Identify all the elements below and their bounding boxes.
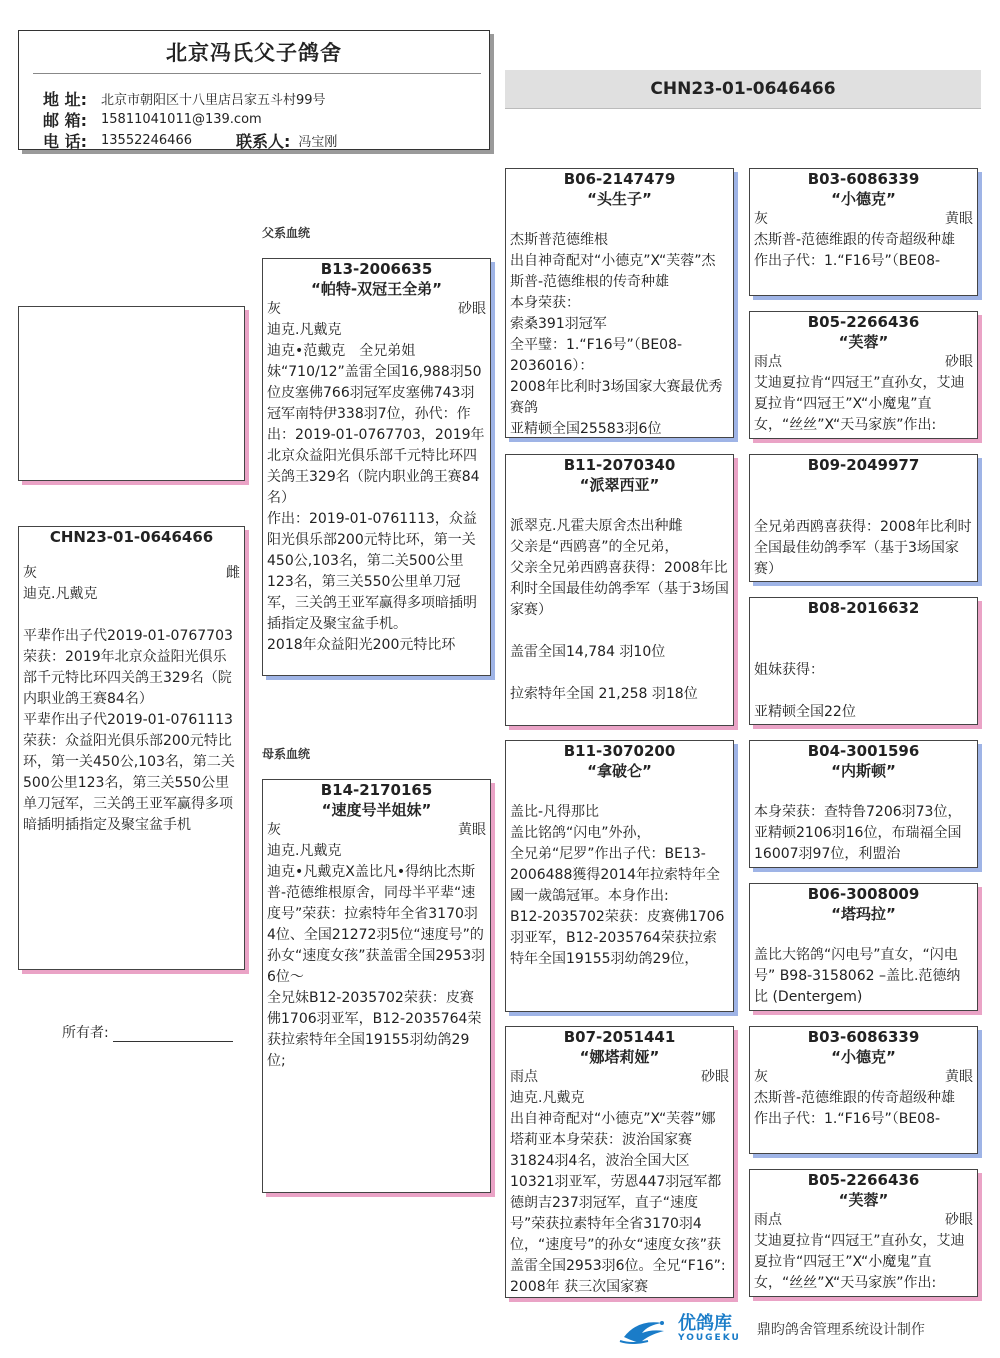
- ggp-sdd-card: [749, 597, 978, 725]
- dam-color: 灰: [267, 822, 281, 838]
- dam-notes: 迪克.凡戴克 迪克•凡戴克X盖比凡•得纳比杰斯普-范德维根原舍，同母半平辈“速度号”荣获：拉索特年全省3170羽4位、全国21272羽5位“速度号”的孙女“速度女孩”获盖雷全国2953羽6位～ 全兄妹B12-2035702荣获：皮赛佛1706羽亚军，B12-2035764荣获拉索特年全国19155羽幼鸽29位;: [267, 843, 486, 1069]
- dam-color-eye: [263, 820, 490, 841]
- phone-row: [43, 129, 337, 152]
- grandsire-maternal-card: [505, 740, 734, 1012]
- dds-color-eye: [750, 1067, 977, 1088]
- loft-header: [18, 30, 490, 150]
- address-row: [43, 87, 326, 110]
- dds-notes: 杰斯普-范德维跟的传奇超级种雄 作出子代：1.“F16号”（BE08-: [754, 1090, 956, 1127]
- ssd-color-eye: [750, 352, 977, 373]
- dds-eye: 黄眼: [945, 1069, 973, 1085]
- dam-name: “速度号半姐妹”: [321, 801, 432, 819]
- address-label: 地 址:: [43, 90, 87, 109]
- address-value: 北京市朝阳区十八里店吕家五斗村99号: [101, 93, 326, 108]
- ssd-name: “芙蓉”: [838, 333, 889, 351]
- dam-eye: 黄眼: [458, 822, 486, 838]
- sss-notes: 杰斯普-范德维跟的传奇超级种雄 作出子代：1.“F16号”（BE08-: [754, 232, 956, 269]
- sdd-ring: B08-2016632: [807, 599, 920, 617]
- ssd-eye: 砂眼: [945, 354, 973, 370]
- owner-field: [62, 1022, 233, 1042]
- dd-ring: B07-2051441: [563, 1028, 676, 1046]
- logo-text: [678, 1315, 741, 1343]
- subject-card: [18, 526, 245, 970]
- loft-title: 北京冯氏父子鸽舍: [166, 41, 342, 65]
- ggp-ssd-card: [749, 311, 978, 439]
- pigeon-photo-placeholder: [18, 306, 245, 481]
- ggp-ddd-card: [749, 1169, 978, 1297]
- ggp-sds-card: [749, 454, 978, 582]
- sire-color: 灰: [267, 301, 281, 317]
- sd-name: “派翠西亚”: [579, 476, 660, 494]
- sds-ring: B09-2049977: [807, 456, 920, 474]
- dd-color: 雨点: [510, 1069, 538, 1085]
- ggp-sss-card: [749, 168, 978, 296]
- ssd-ring: B05-2266436: [807, 313, 920, 331]
- header-divider: [33, 73, 481, 74]
- ddd-name: “芙蓉”: [838, 1191, 889, 1209]
- ggp-dsd-card: [749, 883, 978, 1011]
- ddd-color: 雨点: [754, 1212, 782, 1228]
- footer: [618, 1310, 978, 1348]
- dam-line-label: 母系血统: [262, 747, 311, 761]
- ggp-dss-card: [749, 740, 978, 868]
- ddd-color-eye: [750, 1210, 977, 1231]
- phone-value: 13552246466: [101, 133, 192, 148]
- email-value: 15811041011@139.com: [101, 112, 262, 127]
- sire-card: [262, 258, 491, 676]
- dd-color-eye: [506, 1067, 733, 1088]
- dds-color: 灰: [754, 1069, 768, 1085]
- subject-sex: 雌: [226, 565, 240, 581]
- sss-eye: 黄眼: [945, 211, 973, 227]
- dss-ring: B04-3001596: [807, 742, 920, 760]
- credit-text: 鼎昀鸽舍管理系统设计制作: [756, 1322, 925, 1338]
- sire-color-eye: [263, 299, 490, 320]
- sds-notes: 全兄弟西鸥喜获得：2008年比利时全国最佳幼鸽季军（基于3场国家赛）: [754, 519, 972, 577]
- yougeku-logo-icon: [618, 1311, 678, 1347]
- grandsire-paternal-card: [505, 168, 734, 438]
- sire-line-label: 父系血统: [262, 226, 311, 240]
- phone-label: 电 话:: [43, 132, 87, 151]
- dam-card: [262, 779, 491, 1193]
- dss-notes: 本身荣获：查特鲁7206羽73位，亚精顿2106羽16位，布瑞福全国16007羽97位，利盟治: [754, 804, 962, 862]
- ds-name: “拿破仑”: [587, 762, 652, 780]
- dam-ring: B14-2170165: [320, 781, 433, 799]
- logo-main: 优鸽库: [678, 1313, 732, 1334]
- subject-notes: 迪克.凡戴克 平辈作出子代2019-01-0767703荣获：2019年北京众益阳光俱乐部千元特比环四关鸽王329名（院内职业鸽王赛84名） 平辈作出子代2019-01-0761113荣获：众益阳光俱乐部200元特比环，第一关450公,103名，第二关500公里123名，第三关550公里单刀冠军，三关鸽王亚军赢得多项暗插明插指定及聚宝盆手机: [23, 586, 235, 833]
- ggp-dds-card: [749, 1026, 978, 1154]
- ddd-notes: 艾迪夏拉肯“四冠王”直孙女，艾迪夏拉肯“四冠王”X“小魔鬼”直女，“丝丝”X“天马家族”作出:: [754, 1233, 965, 1291]
- ds-notes: 盖比-凡得那比 盖比铭鸽“闪电”外孙， 全兄弟“尼罗”作出子代：BE13-2006488獲得2014年拉索特年全國一歲鴿冠軍。本身作出: B12-2035702荣获：皮赛佛1706羽亚军，B12-2035764荣获拉索特年全国19155羽幼鸽29位，: [510, 804, 725, 967]
- dd-notes: 迪克.凡戴克 出自神奇配对“小德克”X“芙蓉”娜塔莉亚本身荣获：波治国家赛31824羽4名，波治全国大区10321羽亚军，劳恩447羽冠军都德朗吉237羽冠军，直子“速度号”荣获拉素特年全省3170羽4位，“速度号”的孙女“速度女孩”获盖雷全国2953羽6位。全兄“F16”: 2008年 获三次国家赛: [510, 1090, 726, 1295]
- ssd-notes: 艾迪夏拉肯“四冠王”直孙女，艾迪夏拉肯“四冠王”X“小魔鬼”直女，“丝丝”X“天马家族”作出:: [754, 375, 965, 433]
- sss-name: “小德克”: [831, 190, 896, 208]
- dd-eye: 砂眼: [701, 1069, 729, 1085]
- dsd-notes: 盖比大铭鸽“闪电号”直女，“闪电号” B98-3158062 –盖比.范德纳比 (Dentergem): [754, 947, 961, 1005]
- ds-ring: B11-3070200: [563, 742, 676, 760]
- granddam-maternal-card: [505, 1026, 734, 1298]
- dd-name: “娜塔莉娅”: [579, 1048, 660, 1066]
- sire-ring: B13-2006635: [320, 260, 433, 278]
- subject-ring: CHN23-01-0646466: [49, 528, 214, 546]
- sire-eye: 砂眼: [458, 301, 486, 317]
- dds-ring: B03-6086339: [807, 1028, 920, 1046]
- dss-name: “内斯顿”: [831, 762, 896, 780]
- sd-notes: 派翠克.凡霍夫原舍杰出种雌 父亲是“西鸥喜”的全兄弟， 父亲全兄弟西鸥喜获得：2008年比利时全国最佳幼鸽季军（基于3场国家赛） 盖雷全国14,784 羽10位 拉索特年全国 21,258 羽18位: [510, 518, 729, 702]
- sire-notes: 迪克.凡戴克 迪克•范戴克 全兄弟姐妹“710/12”盖雷全国16,988羽50位皮塞佛766羽冠军皮塞佛743羽冠军南特伊338羽7位，孙代：作出：2019-01-0767703，2019年北京众益阳光俱乐部千元特比环四关鸽王329名（院内职业鸽王赛84名） 作出：2019-01-0761113，众益阳光俱乐部200元特比环，第一关450公,103名，第二关500公里123名，第三关550公里单刀冠军，三关鸽王亚军赢得多项暗插明插指定及聚宝盆手机。 2018年众益阳光200元特比环: [267, 322, 485, 653]
- sss-color-eye: [750, 209, 977, 230]
- email-label: 邮 箱:: [43, 111, 87, 130]
- subject-color: 灰: [23, 565, 37, 581]
- ddd-eye: 砂眼: [945, 1212, 973, 1228]
- pedigree-id-bar: CHN23-01-0646466: [505, 70, 981, 109]
- owner-line: [113, 1027, 233, 1042]
- sdd-notes: 姐妹获得： 亚精顿全国22位: [754, 662, 856, 720]
- sss-color: 灰: [754, 211, 768, 227]
- owner-label: 所有者:: [62, 1025, 109, 1041]
- dsd-ring: B06-3008009: [807, 885, 920, 903]
- ss-name: “头生子”: [587, 190, 652, 208]
- sd-ring: B11-2070340: [563, 456, 676, 474]
- contact-label: 联系人:: [235, 132, 291, 151]
- ss-notes: 杰斯普范德维根 出自神奇配对“小德克”X“芙蓉”杰斯普-范德维根的传奇种雄 本身荣获： 索桑391羽冠军 全平璧：1.“F16号”（BE08-2036016）： 2008年比利时3场国家大赛最优秀赛鸽 亚精顿全国25583羽6位: [510, 232, 723, 437]
- ddd-ring: B05-2266436: [807, 1171, 920, 1189]
- contact-value: 冯宝刚: [298, 135, 338, 150]
- dsd-name: “塔玛拉”: [831, 905, 896, 923]
- sss-ring: B03-6086339: [807, 170, 920, 188]
- sire-name: “帕特-双冠王全弟”: [311, 280, 442, 298]
- ss-ring: B06-2147479: [563, 170, 676, 188]
- dds-name: “小德克”: [831, 1048, 896, 1066]
- logo-sub: YOUGEKU: [678, 1333, 741, 1343]
- email-row: [43, 108, 262, 131]
- ssd-color: 雨点: [754, 354, 782, 370]
- subject-color-sex: [19, 563, 244, 584]
- granddam-paternal-card: [505, 454, 734, 726]
